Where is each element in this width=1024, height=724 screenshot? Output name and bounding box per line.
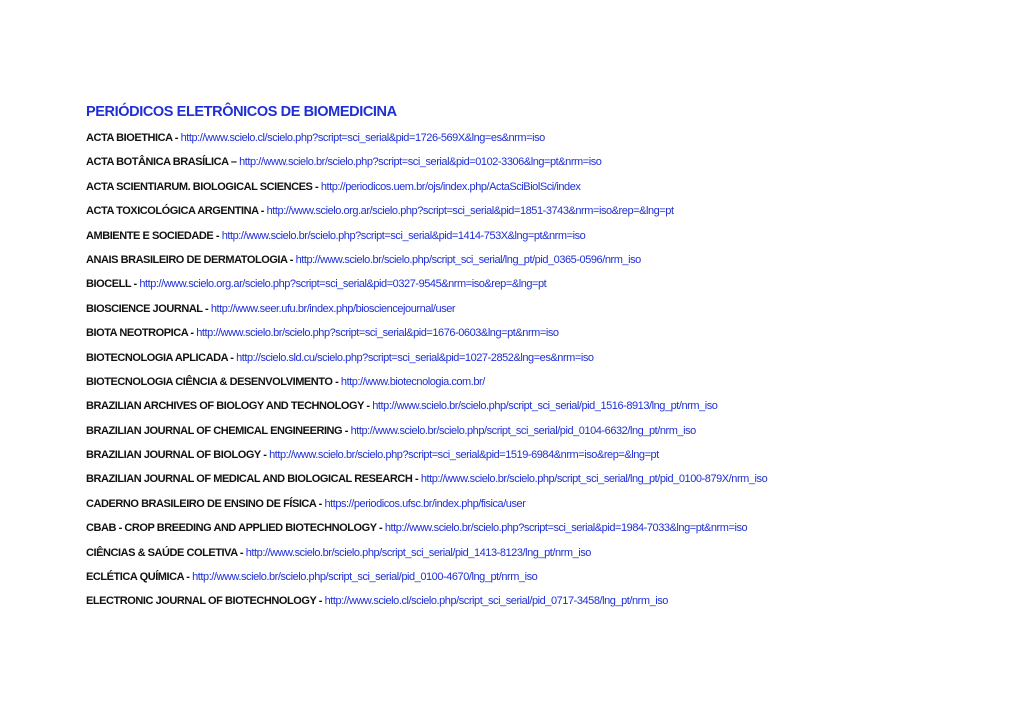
journal-separator: - xyxy=(412,473,421,486)
journal-entry xyxy=(86,471,767,495)
journal-url-link[interactable]: http://www.scielo.cl/scielo.php/script_sci_serial/pid_0717-3458/lng_pt/nrm_iso xyxy=(324,595,668,608)
journal-separator: - xyxy=(202,302,211,315)
journal-name: ELECTRONIC JOURNAL OF BIOTECHNOLOGY xyxy=(86,595,317,608)
journal-separator: - xyxy=(237,546,246,559)
journal-entry xyxy=(86,130,767,154)
journal-url-link[interactable]: http://www.seer.ufu.br/index.php/biosciencejournal/user xyxy=(210,302,456,315)
journal-separator: – xyxy=(228,156,240,169)
journal-name: BIOTECNOLOGIA CIÊNCIA & DESENVOLVIMENTO xyxy=(86,375,333,388)
journal-separator: - xyxy=(342,424,351,437)
journal-url-link[interactable]: http://www.scielo.br/scielo.php/script_sci_serial/pid_0104-6632/lng_pt/nrm_iso xyxy=(350,424,696,437)
journal-name: ACTA SCIENTIARUM. BIOLOGICAL SCIENCES xyxy=(86,180,313,193)
journal-name: AMBIENTE E SOCIEDADE xyxy=(86,229,214,242)
journal-separator: - xyxy=(260,449,270,462)
journal-name: CADERNO BRASILEIRO DE ENSINO DE FÍSICA xyxy=(86,497,317,510)
journal-url-link[interactable]: http://www.scielo.br/scielo.php/script_sci_serial/pid_1516-8913/lng_pt/nrm_iso xyxy=(372,400,718,413)
journal-url-link[interactable]: http://www.scielo.br/scielo.php?script=sci_serial&pid=1519-6984&nrm=iso&rep=&lng=pt xyxy=(269,449,659,462)
journal-url-link[interactable]: http://www.scielo.org.ar/scielo.php?script=sci_serial&pid=0327-9545&nrm=iso&rep=&lng=pt xyxy=(139,278,547,291)
journal-separator: - xyxy=(316,595,325,608)
journal-name: BIOTA NEOTROPICA xyxy=(86,327,188,340)
journal-url-link[interactable]: https://periodicos.ufsc.br/index.php/fisica/user xyxy=(324,497,526,510)
journal-url-link[interactable]: http://scielo.sld.cu/scielo.php?script=sci_serial&pid=1027-2852&lng=es&nrm=iso xyxy=(236,351,594,364)
journal-entry xyxy=(86,276,767,300)
journal-entry xyxy=(86,496,767,520)
journal-url-link[interactable]: http://www.scielo.br/scielo.php/script_sci_serial/pid_0100-4670/lng_pt/nrm_iso xyxy=(192,571,538,584)
journal-list xyxy=(86,130,767,618)
journal-entry xyxy=(86,350,767,374)
journal-separator: - xyxy=(172,132,181,144)
journal-entry xyxy=(86,423,767,447)
journal-url-link[interactable]: http://www.scielo.org.ar/scielo.php?script=sci_serial&pid=1851-3743&nrm=iso&rep=&lng=pt xyxy=(266,205,674,218)
journal-separator: - xyxy=(312,180,321,193)
journal-entry xyxy=(86,325,767,349)
journal-name: BRAZILIAN JOURNAL OF CHEMICAL ENGINEERING xyxy=(86,424,343,437)
journal-name: BRAZILIAN JOURNAL OF MEDICAL AND BIOLOGICAL RESEARCH xyxy=(86,473,413,486)
journal-url-link[interactable]: http://www.scielo.br/scielo.php/script_sci_serial/lng_pt/pid_0100-879X/nrm_iso xyxy=(420,473,768,486)
journal-name: BRAZILIAN JOURNAL OF BIOLOGY xyxy=(86,449,261,462)
journal-url-link[interactable]: http://www.scielo.br/scielo.php?script=sci_serial&pid=0102-3306&lng=pt&nrm=iso xyxy=(239,156,602,169)
journal-name: BIOSCIENCE JOURNAL xyxy=(86,302,203,315)
journal-name: BIOCELL xyxy=(86,278,131,291)
journal-url-link[interactable]: http://www.scielo.br/scielo.php?script=sci_serial&pid=1676-0603&lng=pt&nrm=iso xyxy=(196,327,559,340)
journal-separator: - xyxy=(130,278,140,291)
journal-separator: - xyxy=(363,400,373,413)
journal-separator: - xyxy=(332,375,341,388)
journal-separator: - xyxy=(183,571,193,584)
journal-url-link[interactable]: http://www.biotecnologia.com.br/ xyxy=(340,375,485,388)
document-title: PERIÓDICOS ELETRÔNICOS DE BIOMEDICINA xyxy=(86,104,397,120)
journal-separator: - xyxy=(187,327,197,340)
journal-name: ACTA BOTÂNICA BRASÍLICA xyxy=(86,156,229,169)
journal-separator: - xyxy=(213,229,222,242)
journal-entry xyxy=(86,398,767,422)
journal-entry xyxy=(86,301,767,325)
journal-url-link[interactable]: http://www.scielo.br/scielo.php/script_sci_serial/lng_pt/pid_0365-0596/nrm_iso xyxy=(295,253,641,266)
journal-name: ACTA TOXICOLÓGICA ARGENTINA xyxy=(86,205,259,218)
journal-url-link[interactable]: http://www.scielo.br/scielo.php/script_sci_serial/pid_1413-8123/lng_pt/nrm_iso xyxy=(245,546,591,559)
journal-separator: - xyxy=(258,205,267,218)
journal-entry xyxy=(86,203,767,227)
journal-url-link[interactable]: http://www.scielo.br/scielo.php?script=sci_serial&pid=1414-753X&lng=pt&nrm=iso xyxy=(221,229,586,242)
journal-name: ACTA BIOETHICA xyxy=(86,132,173,144)
journal-url-link[interactable]: http://www.scielo.br/scielo.php?script=sci_serial&pid=1984-7033&lng=pt&nrm=iso xyxy=(384,522,748,535)
journal-separator: - xyxy=(287,253,296,266)
journal-name: ECLÉTICA QUÍMICA xyxy=(86,571,184,584)
journal-entry xyxy=(86,228,767,252)
journal-name: ANAIS BRASILEIRO DE DERMATOLOGIA xyxy=(86,253,288,266)
journal-entry xyxy=(86,569,767,593)
journal-name: CBAB - CROP BREEDING AND APPLIED BIOTECHNOLOGY xyxy=(86,522,377,535)
journal-name: BIOTECNOLOGIA APLICADA xyxy=(86,351,228,364)
journal-entry xyxy=(86,179,767,203)
journal-url-link[interactable]: http://periodicos.uem.br/ojs/index.php/ActaSciBiolSci/index xyxy=(320,180,581,193)
journal-entry xyxy=(86,252,767,276)
journal-entry xyxy=(86,374,767,398)
journal-entry xyxy=(86,520,767,544)
journal-separator: - xyxy=(316,497,325,510)
journal-entry xyxy=(86,154,767,178)
journal-name: BRAZILIAN ARCHIVES OF BIOLOGY AND TECHNOLOGY xyxy=(86,400,364,413)
journal-separator: - xyxy=(376,522,385,535)
journal-url-link[interactable]: http://www.scielo.cl/scielo.php?script=sci_serial&pid=1726-569X&lng=es&nrm=iso xyxy=(180,132,545,144)
journal-separator: - xyxy=(227,351,237,364)
journal-entry xyxy=(86,545,767,569)
journal-name: CIÊNCIAS & SAÚDE COLETIVA xyxy=(86,546,238,559)
journal-entry xyxy=(86,447,767,471)
journal-entry xyxy=(86,593,767,617)
